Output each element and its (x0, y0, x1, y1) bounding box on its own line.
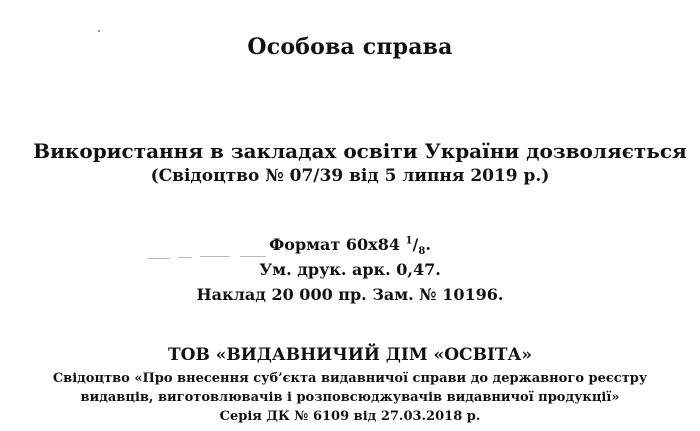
scan-dust-mark (98, 30, 100, 32)
usage-permission-text: Використання в закладах освіти України дозволяється (33, 139, 687, 163)
publisher-name: ТОВ «ВИДАВНИЧИЙ ДІМ «ОСВІТА» (167, 345, 533, 365)
circulation-line: Наклад 20 000 пр. Зам. № 10196. (196, 285, 504, 304)
scan-dust-mark (148, 258, 170, 259)
format-denominator: 8 (418, 246, 426, 258)
format-line (0, 235, 700, 257)
format-separator: / (412, 235, 419, 254)
publisher-certificate-line: Свідоцтво «Про внесення суб’єкта видавничої справи до державного реєстру (52, 371, 648, 386)
format-prefix: Формат 60x84 (269, 235, 406, 254)
document-title: Особова справа (247, 34, 453, 60)
publisher-certificate-line: видавців, виготовлювачів і розповсюджувачів видавничої продукції» (80, 390, 620, 405)
format-suffix: . (425, 235, 431, 254)
publisher-certificate-series: Серія ДК № 6109 від 27.03.2018 р. (219, 409, 481, 424)
approval-certificate-text: (Свідоцтво № 07/39 від 5 липня 2019 р.) (150, 166, 550, 186)
format-numerator: 1 (405, 235, 413, 247)
print-sheets-line: Ум. друк. арк. 0,47. (259, 260, 441, 279)
